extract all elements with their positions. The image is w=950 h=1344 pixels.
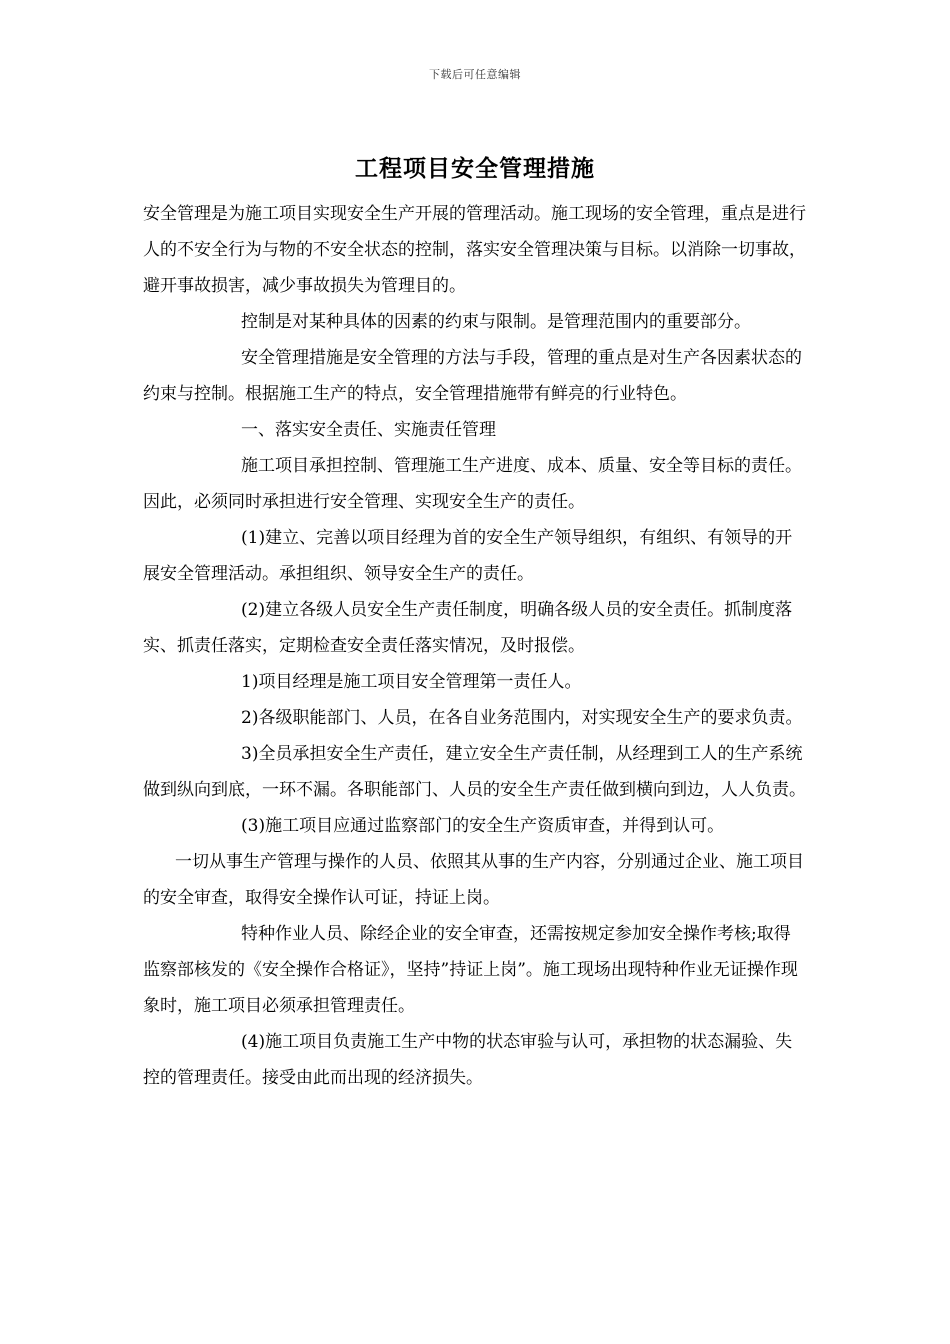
paragraph-subitem-3: 3)全员承担安全生产责任，建立安全生产责任制，从经理到工人的生产系统做到纵向到底，一环不漏。各职能部门、人员的安全生产责任做到横向到边，人人负责。 xyxy=(143,744,806,800)
paragraph-control-definition: 控制是对某种具体的因素的约束与限制。是管理范围内的重要部分。 xyxy=(241,312,751,332)
section-heading-1: 一、落实安全责任、实施责任管理 xyxy=(241,420,496,440)
paragraph-responsibility: 施工项目承担控制、管理施工生产进度、成本、质量、安全等目标的责任。因此，必须同时承担进行安全管理、实现安全生产的责任。 xyxy=(143,456,802,512)
paragraph-subitem-2: 2)各级职能部门、人员，在各自业务范围内，对实现安全生产的要求负责。 xyxy=(241,708,803,728)
paragraph-measures-definition: 安全管理措施是安全管理的方法与手段，管理的重点是对生产各因素状态的约束与控制。根据施工生产的特点，安全管理措施带有鲜亮的行业特色。 xyxy=(143,348,802,404)
paragraph-certification: 一切从事生产管理与操作的人员、依照其从事的生产内容，分别通过企业、施工项目的安全审查，取得安全操作认可证，持证上岗。 xyxy=(143,852,804,908)
paragraph-intro: 安全管理是为施工项目实现安全生产开展的管理活动。施工现场的安全管理，重点是进行人的不安全行为与物的不安全状态的控制，落实安全管理决策与目标。以消除一切事故，避开事故损害，减少事故损失为管理目的。 xyxy=(143,204,806,296)
paragraph-subitem-1: 1)项目经理是施工项目安全管理第一责任人。 xyxy=(241,672,582,692)
paragraph-item-4: (4)施工项目负责施工生产中物的状态审验与认可，承担物的状态漏验、失控的管理责任。接受由此而出现的经济损失。 xyxy=(143,1032,793,1088)
document-body xyxy=(143,196,806,1096)
paragraph-item-2: (2)建立各级人员安全生产责任制度，明确各级人员的安全责任。抓制度落实、抓责任落实，定期检查安全责任落实情况，及时报偿。 xyxy=(143,600,793,656)
header-note: 下载后可任意编辑 xyxy=(429,68,521,81)
paragraph-special-operations: 特种作业人员、除经企业的安全审查，还需按规定参加安全操作考核;取得监察部核发的《安全操作合格证》，坚持”持证上岗”。施工现场出现特种作业无证操作现象时，施工项目必须承担管理责任。 xyxy=(143,924,798,1016)
paragraph-item-1: (1)建立、完善以项目经理为首的安全生产领导组织，有组织、有领导的开展安全管理活动。承担组织、领导安全生产的责任。 xyxy=(143,528,793,584)
document-title: 工程项目安全管理措施 xyxy=(355,155,595,182)
paragraph-item-3: (3)施工项目应通过监察部门的安全生产资质审查，并得到认可。 xyxy=(241,816,725,836)
